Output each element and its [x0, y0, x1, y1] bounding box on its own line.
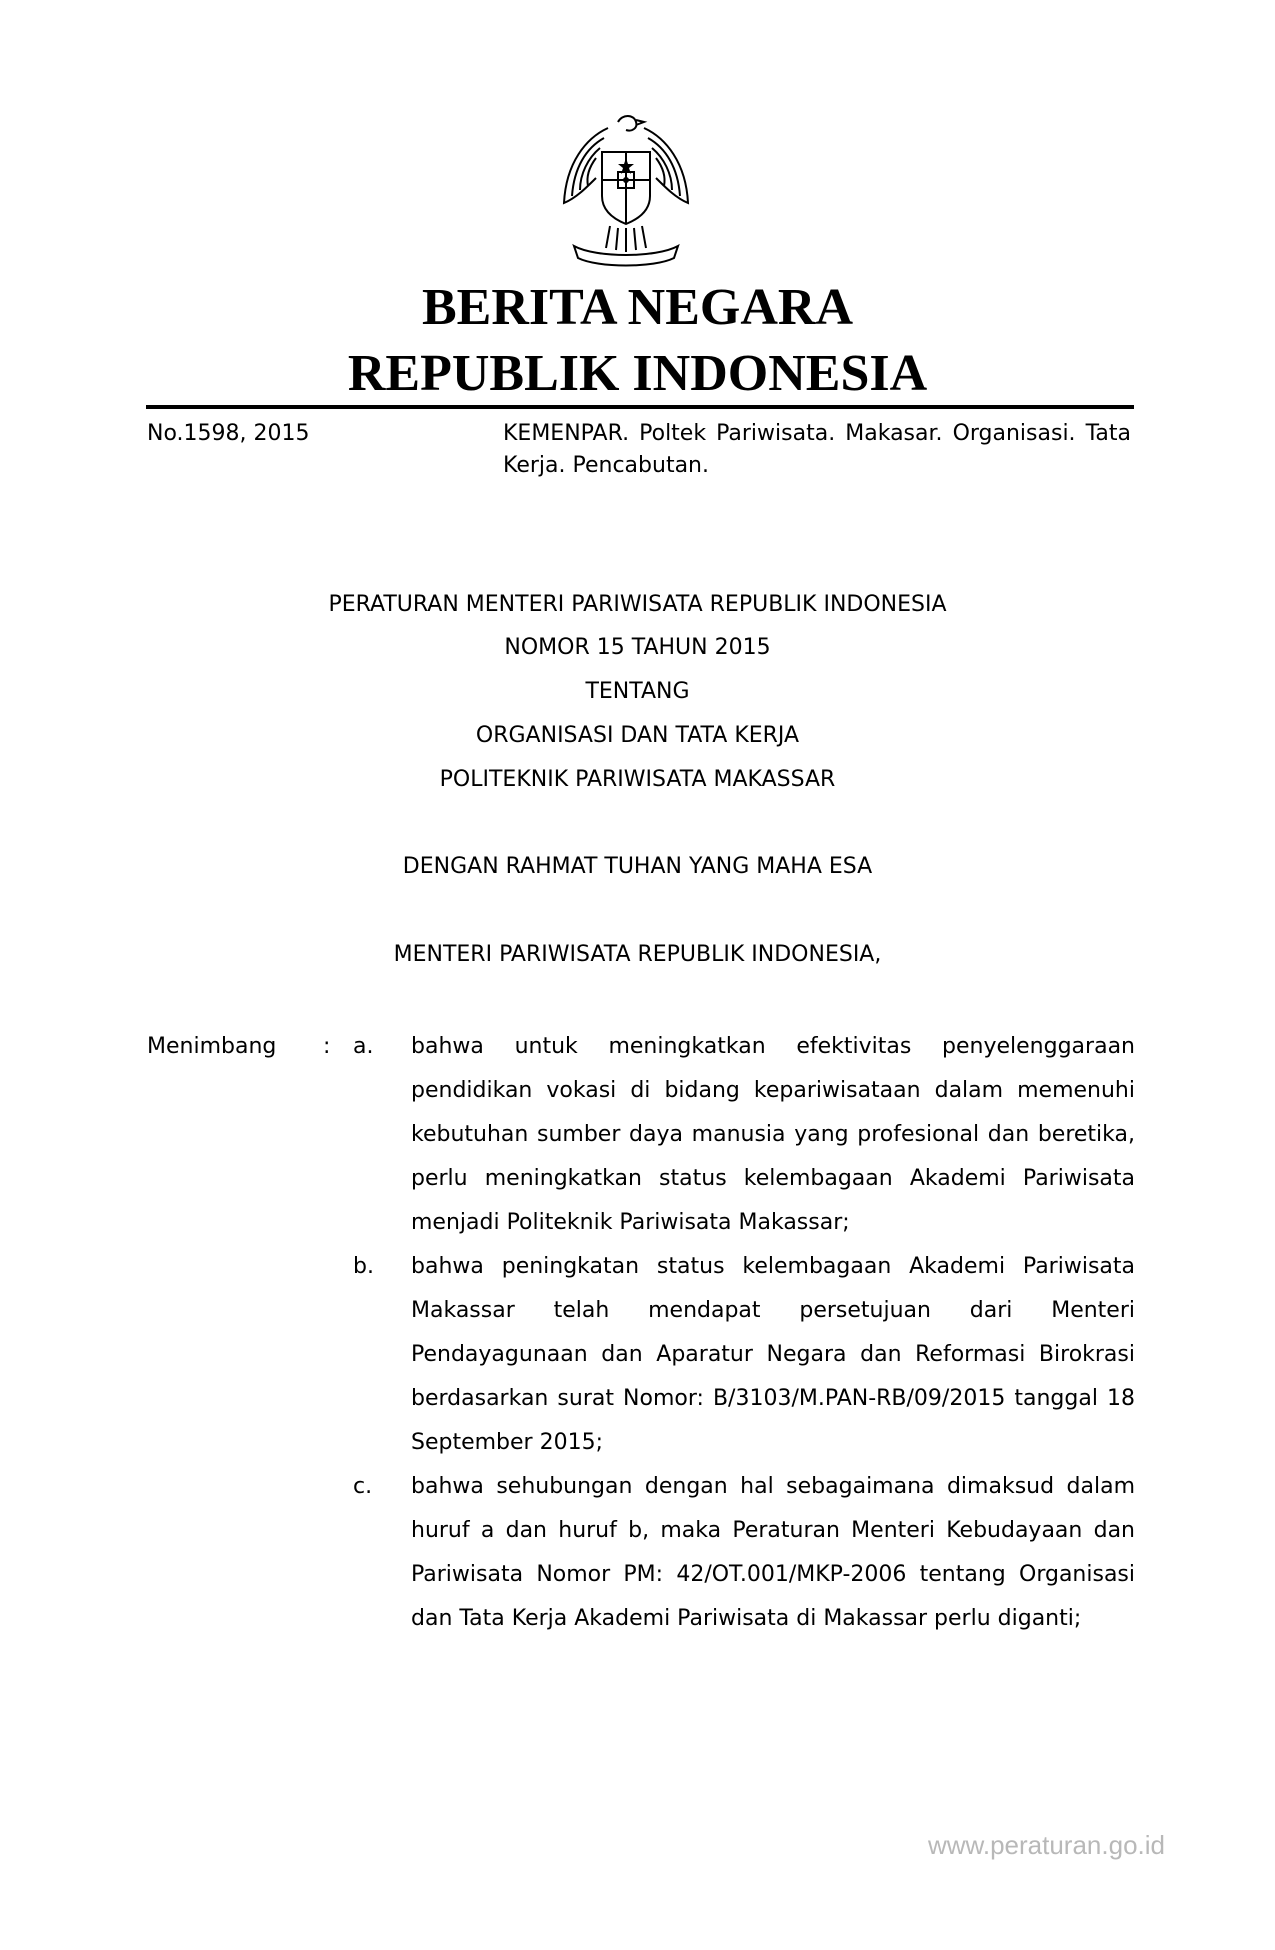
gazette-title-line2: REPUBLIK INDONESIA	[347, 345, 928, 402]
regulation-title: PERATURAN MENTERI PARIWISATA REPUBLIK INDONESIA	[328, 592, 947, 617]
consideration-text: bahwa sehubungan dengan hal sebagaimana dimaksud dalam huruf a dan huruf b, maka Peraturan Menteri Kebudayaan dan Pariwisata Nomor PM: 42/OT.001/MKP-2006 tentang Organisasi dan Tata Kerja Akademi Pariwisata di Makassar perlu diganti;	[411, 1474, 1135, 1631]
gazette-title-line1: BERITA NEGARA	[421, 279, 853, 336]
considerations-colon: :	[323, 1034, 331, 1059]
regulation-subject-line2: POLITEKNIK PARIWISATA MAKASSAR	[439, 767, 836, 792]
considerations-section	[147, 1025, 1135, 1641]
consideration-letter: c.	[353, 1474, 373, 1499]
consideration-item	[147, 1245, 1135, 1465]
regulation-number: NOMOR 15 TAHUN 2015	[504, 635, 771, 660]
consideration-letter: a.	[353, 1034, 374, 1059]
consideration-item	[147, 1025, 1135, 1245]
consideration-letter: b.	[353, 1254, 374, 1279]
invocation: DENGAN RAHMAT TUHAN YANG MAHA ESA	[402, 854, 873, 879]
enacting-authority: MENTERI PARIWISATA REPUBLIK INDONESIA,	[393, 942, 882, 967]
regulation-subject-line1: ORGANISASI DAN TATA KERJA	[475, 723, 800, 748]
website-watermark: www.peraturan.go.id	[927, 1830, 1165, 1860]
gazette-subject: KEMENPAR. Poltek Pariwisata. Makasar. Organisasi. Tata Kerja. Pencabutan.	[503, 421, 1131, 478]
header-divider	[146, 405, 1134, 409]
consideration-item	[147, 1465, 1135, 1641]
consideration-text: bahwa peningkatan status kelembagaan Akademi Pariwisata Makassar telah mendapat persetujuan dari Menteri Pendayagunaan dan Aparatur Negara dan Reformasi Birokrasi berdasarkan surat Nomor: B/3103/M.PAN-RB/09/2015 tanggal 18 September 2015;	[411, 1254, 1135, 1455]
consideration-text: bahwa untuk meningkatkan efektivitas penyelenggaraan pendidikan vokasi di bidang kepariwisataan dalam memenuhi kebutuhan sumber daya manusia yang profesional dan beretika, perlu meningkatkan status kelembagaan Akademi Pariwisata menjadi Politeknik Pariwisata Makassar;	[411, 1034, 1135, 1235]
considerations-label: Menimbang	[147, 1034, 277, 1059]
gazette-number: No.1598, 2015	[147, 421, 310, 446]
garuda-pancasila-emblem-icon	[546, 108, 706, 268]
emblem-drawing	[546, 108, 706, 268]
regulation-about: TENTANG	[585, 679, 690, 704]
